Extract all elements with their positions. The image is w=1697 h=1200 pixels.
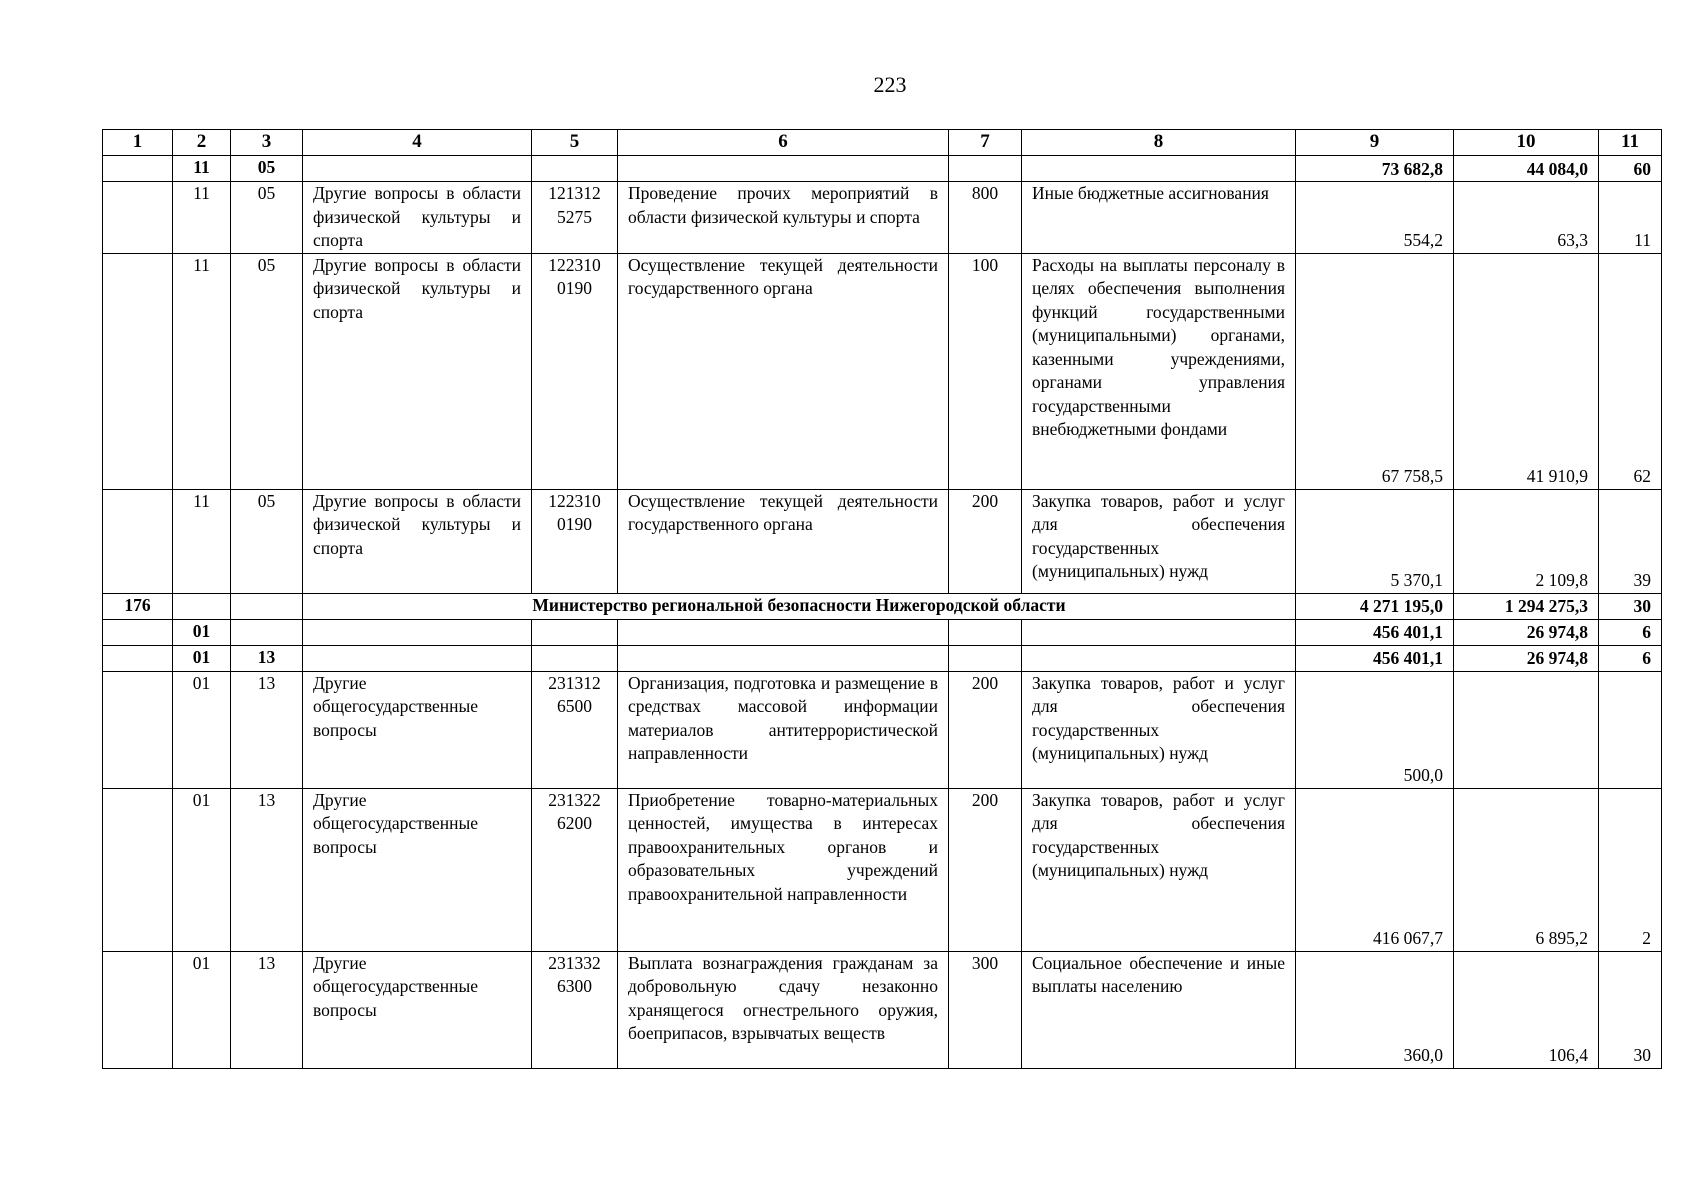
cell-c1 [103,951,173,1068]
cell-fact: 6 895,2 [1454,788,1599,951]
cell-subsection [231,593,303,619]
cell-c4 [303,156,532,182]
cell-program-name: Осуществление текущей деятельности государственного органа [618,253,949,489]
cell-section: 01 [173,619,231,645]
cell-subsection: 13 [231,951,303,1068]
cell-plan: 67 758,5 [1296,253,1454,489]
cell-percent: 30 [1599,951,1662,1068]
cell-program-name: Проведение прочих мероприятий в области физической культуры и спорта [618,182,949,254]
cell-fact: 44 084,0 [1454,156,1599,182]
cell-c5 [532,156,618,182]
cell-c4 [303,645,532,671]
cell-expense-name: Социальное обеспечение и иные выплаты населению [1022,951,1296,1068]
cell-fact: 26 974,8 [1454,619,1599,645]
col-header-11: 11 [1599,130,1662,156]
cell-percent: 62 [1599,253,1662,489]
header-row [103,130,1662,156]
cell-target-code: 122310 0190 [532,489,618,593]
table-row [103,489,1662,593]
cell-plan: 500,0 [1296,671,1454,788]
table-row [103,253,1662,489]
cell-section: 11 [173,253,231,489]
col-header-9: 9 [1296,130,1454,156]
cell-plan: 5 370,1 [1296,489,1454,593]
cell-percent: 39 [1599,489,1662,593]
cell-c8 [1022,156,1296,182]
ministry-title: Министерство региональной безопасности Нижегородской области [303,593,1296,619]
cell-section: 11 [173,156,231,182]
col-header-3: 3 [231,130,303,156]
cell-c8 [1022,645,1296,671]
cell-percent: 6 [1599,645,1662,671]
cell-expense-name: Иные бюджетные ассигнования [1022,182,1296,254]
cell-subsection: 05 [231,253,303,489]
cell-plan: 4 271 195,0 [1296,593,1454,619]
cell-subsection: 13 [231,645,303,671]
cell-subsection [231,619,303,645]
cell-fact: 1 294 275,3 [1454,593,1599,619]
cell-program-name: Организация, подготовка и размещение в средствах массовой информации материалов антитеррористической направленности [618,671,949,788]
cell-subsection: 13 [231,671,303,788]
cell-section: 11 [173,489,231,593]
cell-expense-type: 100 [949,253,1022,489]
col-header-5: 5 [532,130,618,156]
cell-section: 01 [173,951,231,1068]
cell-ministry-code: 176 [103,593,173,619]
table-row [103,951,1662,1068]
cell-c5 [532,619,618,645]
col-header-6: 6 [618,130,949,156]
cell-percent: 30 [1599,593,1662,619]
cell-percent [1599,671,1662,788]
cell-fact: 63,3 [1454,182,1599,254]
cell-expense-name: Закупка товаров, работ и услуг для обеспечения государственных (муниципальных) нужд [1022,671,1296,788]
page-number: 223 [873,72,907,97]
cell-expense-type: 800 [949,182,1022,254]
col-header-8: 8 [1022,130,1296,156]
cell-section-name: Другие вопросы в области физической культуры и спорта [303,182,532,254]
cell-fact [1454,671,1599,788]
cell-section: 11 [173,182,231,254]
cell-c1 [103,788,173,951]
cell-c5 [532,645,618,671]
cell-plan: 416 067,7 [1296,788,1454,951]
cell-c1 [103,619,173,645]
ministry-row [103,593,1662,619]
cell-plan: 360,0 [1296,951,1454,1068]
cell-percent: 11 [1599,182,1662,254]
section-row [103,645,1662,671]
cell-fact: 106,4 [1454,951,1599,1068]
col-header-2: 2 [173,130,231,156]
cell-section: 01 [173,671,231,788]
cell-c1 [103,156,173,182]
cell-plan: 554,2 [1296,182,1454,254]
cell-target-code: 122310 0190 [532,253,618,489]
cell-section-name: Другие общегосударственные вопросы [303,671,532,788]
table-row [103,671,1662,788]
cell-subsection: 05 [231,489,303,593]
cell-plan: 456 401,1 [1296,619,1454,645]
section-row [103,156,1662,182]
cell-expense-type: 200 [949,671,1022,788]
col-header-4: 4 [303,130,532,156]
cell-c1 [103,489,173,593]
cell-expense-type: 300 [949,951,1022,1068]
cell-c7 [949,645,1022,671]
cell-c6 [618,619,949,645]
col-header-7: 7 [949,130,1022,156]
cell-target-code: 231322 6200 [532,788,618,951]
cell-c1 [103,671,173,788]
cell-subsection: 05 [231,156,303,182]
cell-c6 [618,156,949,182]
cell-section: 01 [173,788,231,951]
cell-c1 [103,253,173,489]
cell-fact: 41 910,9 [1454,253,1599,489]
cell-target-code: 231332 6300 [532,951,618,1068]
cell-section [173,593,231,619]
table-row [103,182,1662,254]
cell-target-code: 231312 6500 [532,671,618,788]
cell-subsection: 13 [231,788,303,951]
cell-program-name: Выплата вознаграждения гражданам за добровольную сдачу незаконно хранящегося огнестрельного оружия, боеприпасов, взрывчатых веществ [618,951,949,1068]
cell-section-name: Другие вопросы в области физической культуры и спорта [303,253,532,489]
cell-program-name: Приобретение товарно-материальных ценностей, имущества в интересах правоохранительных органов и образовательных учреждений правоохранительной направленности [618,788,949,951]
cell-c7 [949,156,1022,182]
cell-percent: 60 [1599,156,1662,182]
budget-table [102,129,1662,1069]
table-row [103,788,1662,951]
cell-plan: 73 682,8 [1296,156,1454,182]
cell-section: 01 [173,645,231,671]
cell-expense-name: Расходы на выплаты персоналу в целях обеспечения выполнения функций государственными (муниципальными) органами, казенными учреждениями, органами управления государственными внебюджетными фондами [1022,253,1296,489]
cell-expense-type: 200 [949,788,1022,951]
col-header-10: 10 [1454,130,1599,156]
cell-expense-name: Закупка товаров, работ и услуг для обеспечения государственных (муниципальных) нужд [1022,788,1296,951]
cell-percent: 2 [1599,788,1662,951]
cell-expense-name: Закупка товаров, работ и услуг для обеспечения государственных (муниципальных) нужд [1022,489,1296,593]
cell-fact: 2 109,8 [1454,489,1599,593]
cell-target-code: 121312 5275 [532,182,618,254]
cell-section-name: Другие вопросы в области физической культуры и спорта [303,489,532,593]
cell-c8 [1022,619,1296,645]
col-header-1: 1 [103,130,173,156]
cell-c6 [618,645,949,671]
cell-plan: 456 401,1 [1296,645,1454,671]
cell-expense-type: 200 [949,489,1022,593]
cell-section-name: Другие общегосударственные вопросы [303,788,532,951]
cell-fact: 26 974,8 [1454,645,1599,671]
cell-subsection: 05 [231,182,303,254]
cell-program-name: Осуществление текущей деятельности государственного органа [618,489,949,593]
cell-c4 [303,619,532,645]
cell-percent: 6 [1599,619,1662,645]
section-row [103,619,1662,645]
cell-section-name: Другие общегосударственные вопросы [303,951,532,1068]
cell-c7 [949,619,1022,645]
cell-c1 [103,645,173,671]
cell-c1 [103,182,173,254]
